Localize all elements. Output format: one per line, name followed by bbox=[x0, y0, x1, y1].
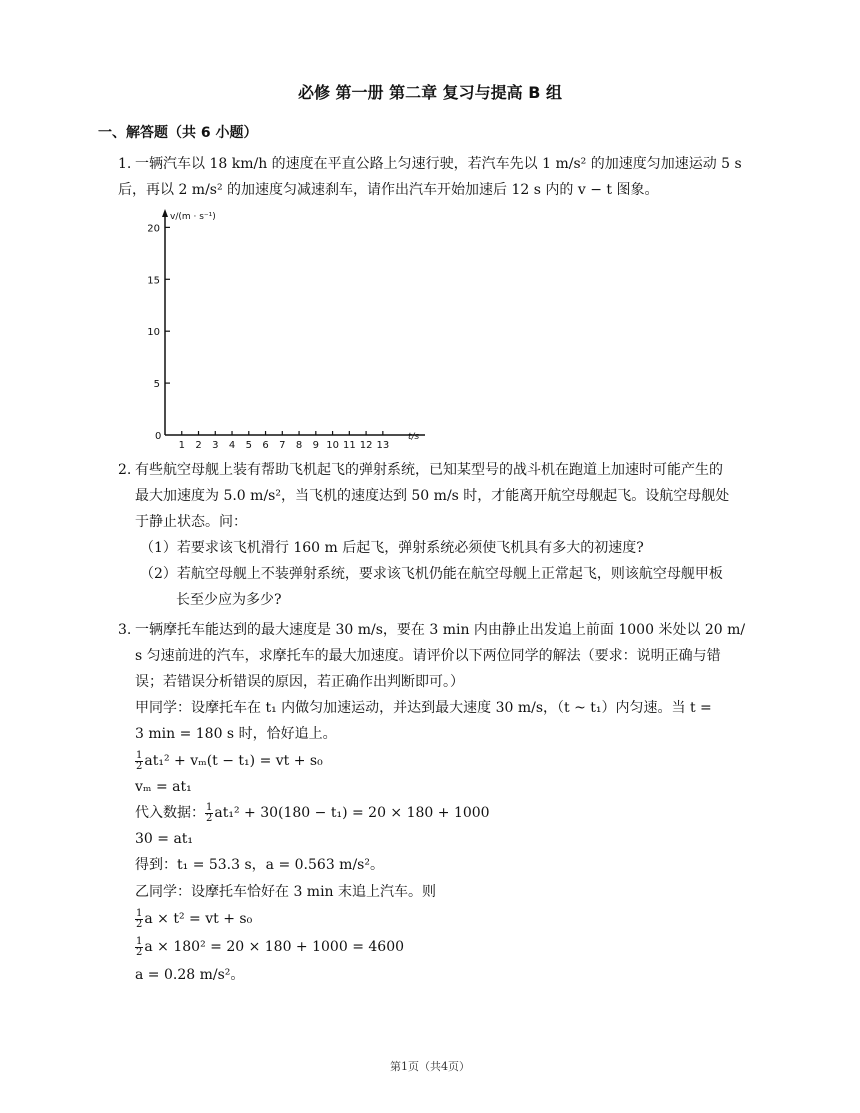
q3-yi-line1: 乙同学：设摩托车恰好在 3 min 末追上汽车。则 bbox=[135, 884, 437, 900]
y-tick-label: 10 bbox=[147, 327, 160, 339]
x-tick-label: 12 bbox=[359, 440, 373, 450]
y-tick-label: 15 bbox=[147, 275, 160, 287]
q2-line3: 于静止状态。问： bbox=[135, 514, 247, 530]
x-tick-label: 1 bbox=[178, 440, 185, 450]
x-tick-label: 3 bbox=[212, 440, 219, 450]
q2-sub2a: （2）若航空母舰上不装弹射系统，要求该飞机仍能在航空母舰上正常起飞，则该航空母舰甲板 bbox=[140, 566, 723, 582]
equation-1: $\frac{1}{2}$ at₁² + vₘ(t − t₁) = vt + s₀ bbox=[136, 749, 323, 772]
q3-line1: 一辆摩托车能达到的最大速度是 30 m/s，要在 3 min 内由静止出发追上前面 1000 米处以 20 m/ bbox=[135, 622, 746, 638]
page-footer: 第1页（共4页） bbox=[390, 1060, 470, 1073]
fraction-half: $\frac{1}{2}$ bbox=[136, 907, 143, 930]
q2-sub1: （1）若要求该飞机滑行 160 m 后起飞，弹射系统必须使飞机具有多大的初速度? bbox=[140, 540, 644, 556]
q1-number: 1. bbox=[118, 156, 132, 172]
x-tick-label: 9 bbox=[312, 440, 320, 450]
x-tick-label: 7 bbox=[279, 440, 286, 450]
fraction-half: $\frac{1}{2}$ bbox=[136, 749, 143, 772]
equation-2: vₘ = at₁ bbox=[135, 779, 192, 795]
q2-sub2b: 长至少应为多少? bbox=[176, 592, 282, 608]
q2-line1: 有些航空母舰上装有帮助飞机起飞的弹射系统，已知某型号的战斗机在跑道上加速时可能产生的 bbox=[135, 462, 723, 478]
q1-line2: 后，再以 2 m/s² 的加速度匀减速刹车，请作出汽车开始加速后 12 s 内的 v − t 图象。 bbox=[118, 182, 659, 198]
q3-line2: s 匀速前进的汽车，求摩托车的最大加速度。请评价以下两位同学的解法（要求：说明正确与错 bbox=[135, 648, 721, 664]
x-tick-label: 5 bbox=[245, 440, 252, 450]
equation-6: $\frac{1}{2}$ a × t² = vt + s₀ bbox=[136, 907, 253, 930]
y-axis-label: v/(m · s⁻¹) bbox=[170, 212, 216, 222]
equation-7: $\frac{1}{2}$ a × 180² = 20 × 180 + 1000 = 4600 bbox=[136, 935, 405, 958]
q2-number: 2. bbox=[118, 462, 132, 478]
q3-jia-line2: 3 min = 180 s 时，恰好追上。 bbox=[135, 726, 337, 742]
q2-line2: 最大加速度为 5.0 m/s²，当飞机的速度达到 50 m/s 时，才能离开航空母舰起飞。设航空母舰处 bbox=[135, 488, 730, 504]
equation-5: 得到：t₁ = 53.3 s，a = 0.563 m/s²。 bbox=[135, 857, 384, 873]
x-tick-label: 13 bbox=[376, 440, 390, 450]
section-heading: 一、解答题（共 6 小题） bbox=[98, 125, 258, 141]
x-tick-label: 8 bbox=[295, 440, 303, 450]
page-title: 必修 第一册 第二章 复习与提高 B 组 bbox=[297, 83, 563, 102]
q3-jia-line1: 甲同学：设摩托车在 t₁ 内做匀加速运动，并达到最大速度 30 m/s，（t ~ t₁）内匀速。当 t = bbox=[135, 700, 712, 716]
q3-number: 3. bbox=[118, 622, 132, 638]
origin-label: 0 bbox=[155, 431, 162, 442]
y-tick-label: 5 bbox=[153, 379, 160, 391]
q1-line1: 一辆汽车以 18 km/h 的速度在平直公路上匀速行驶，若汽车先以 1 m/s² 的加速度匀加速运动 5 s bbox=[135, 156, 742, 172]
x-tick-label: 6 bbox=[262, 440, 269, 450]
equation-4: 30 = at₁ bbox=[135, 831, 194, 847]
x-tick-label: 10 bbox=[326, 440, 339, 450]
vt-chart bbox=[135, 205, 435, 450]
x-tick-label: 4 bbox=[228, 440, 236, 450]
y-tick-label: 20 bbox=[147, 223, 160, 235]
y-axis-arrow bbox=[162, 209, 168, 217]
equation-8: a = 0.28 m/s²。 bbox=[135, 967, 245, 983]
x-tick-label: 2 bbox=[195, 440, 202, 450]
equation-3: 代入数据： $\frac{1}{2}$ at₁² + 30(180 − t₁) = 20 × 180 + 1000 bbox=[135, 801, 490, 824]
x-tick-label: 11 bbox=[342, 440, 356, 450]
fraction-half: $\frac{1}{2}$ bbox=[136, 935, 143, 958]
x-axis-label: t/s bbox=[408, 432, 420, 442]
q3-line3: 误；若错误分析错误的原因，若正确作出判断即可。） bbox=[135, 674, 464, 690]
fraction-half: $\frac{1}{2}$ bbox=[206, 801, 213, 824]
